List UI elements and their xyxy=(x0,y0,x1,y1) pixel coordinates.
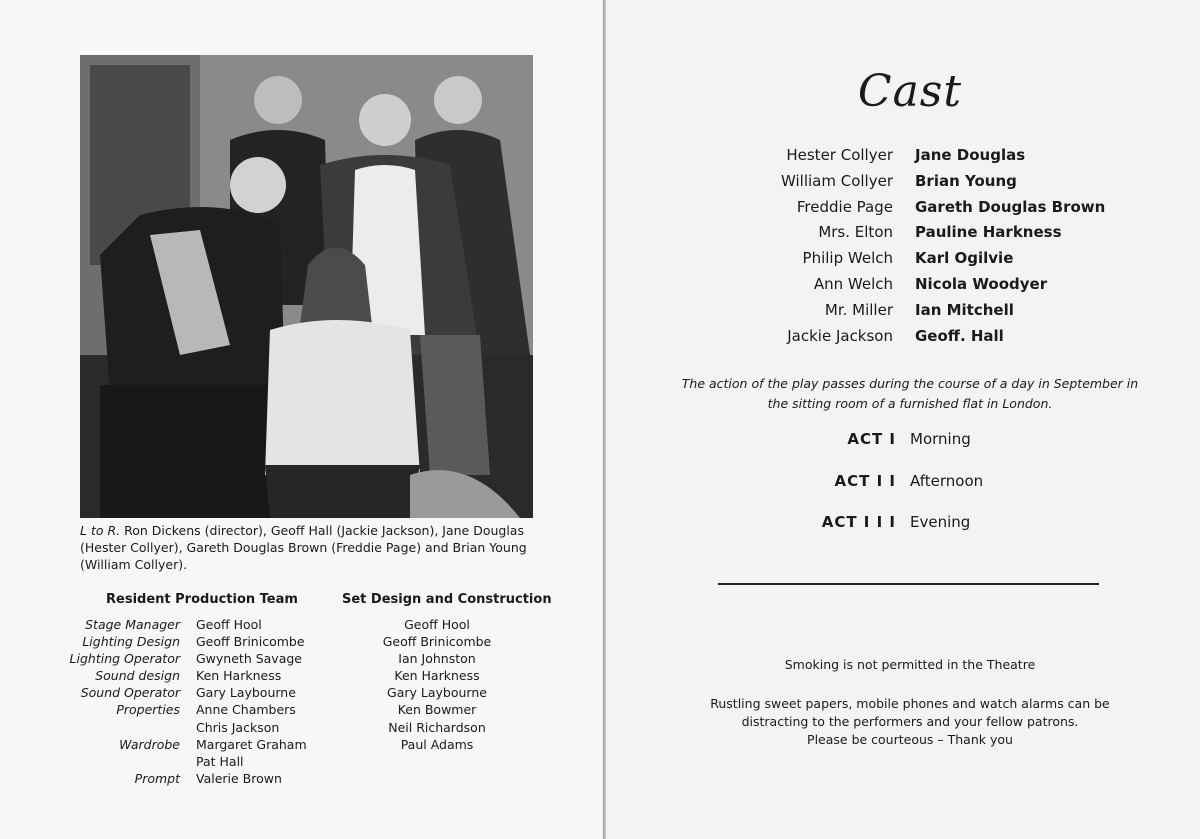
team-role: Prompt xyxy=(134,770,180,786)
set-design-name: Gary Laybourne xyxy=(387,685,487,701)
team-role: Sound design xyxy=(95,668,180,684)
photo-caption xyxy=(80,522,550,573)
set-design-name: Neil Richardson xyxy=(388,719,486,735)
courtesy-notice xyxy=(660,695,1160,749)
cast-actor: Gareth Douglas Brown xyxy=(915,197,1106,216)
cast-role: William Collyer xyxy=(780,171,893,190)
cast-actor: Geoff. Hall xyxy=(915,326,1004,345)
set-design-name: Ken Bowmer xyxy=(397,702,477,718)
production-team-title: Resident Production Team xyxy=(106,592,298,607)
team-role: Lighting Operator xyxy=(69,651,180,667)
cast-actor: Nicola Woodyer xyxy=(915,274,1048,293)
setting-note xyxy=(670,374,1150,414)
team-name: Chris Jackson xyxy=(196,719,280,735)
act-time: Evening xyxy=(910,513,971,531)
team-name: Valerie Brown xyxy=(196,770,282,786)
cast-actor: Pauline Harkness xyxy=(915,223,1062,242)
act-name: ACT I I xyxy=(834,472,896,490)
set-design-name: Ian Johnston xyxy=(398,651,476,667)
team-name: Geoff Brinicombe xyxy=(196,634,305,650)
cast-photo xyxy=(80,55,533,518)
cast-heading: Cast xyxy=(857,66,963,117)
team-role: Wardrobe xyxy=(119,736,180,752)
cast-actor: Ian Mitchell xyxy=(915,300,1014,319)
set-design-title: Set Design and Construction xyxy=(342,592,552,607)
caption-prefix: L to R. xyxy=(80,523,121,538)
production-roles xyxy=(40,616,180,787)
team-name: Gary Laybourne xyxy=(196,685,296,701)
team-name: Geoff Hool xyxy=(196,617,262,632)
team-name: Anne Chambers xyxy=(196,702,296,718)
team-role: Lighting Design xyxy=(82,634,180,650)
caption-text: Ron Dickens (director), Geoff Hall (Jackie Jackson), Jane Douglas (Hester Collyer), Gareth Douglas Brown (Freddie Page) and Brian Young (William Collyer). xyxy=(80,523,527,572)
cast-actors xyxy=(915,143,1165,349)
smoking-notice: Smoking is not permitted in the Theatre xyxy=(784,657,1036,672)
team-name: Margaret Graham xyxy=(196,736,307,752)
cast-actor: Jane Douglas xyxy=(915,146,1026,164)
setting-line: the sitting room of a furnished flat in London. xyxy=(767,396,1053,411)
cast-actor: Brian Young xyxy=(915,171,1017,190)
team-name: Ken Harkness xyxy=(196,668,282,684)
cast-role: Mrs. Elton xyxy=(818,223,893,242)
act-time: Afternoon xyxy=(910,472,984,490)
cast-actor: Karl Ogilvie xyxy=(915,249,1014,268)
production-names xyxy=(196,616,346,787)
act-name: ACT I I I xyxy=(821,513,896,531)
set-design-name: Geoff Brinicombe xyxy=(382,634,492,650)
courtesy-line: distracting to the performers and your fellow patrons. xyxy=(741,714,1079,729)
cast-role: Philip Welch xyxy=(802,249,893,268)
team-name: Gwyneth Savage xyxy=(196,651,302,667)
cast-role: Hester Collyer xyxy=(786,146,893,164)
set-design-name: Paul Adams xyxy=(400,736,474,752)
cast-roles xyxy=(700,143,893,349)
set-design-names xyxy=(340,616,534,753)
cast-role: Jackie Jackson xyxy=(787,326,893,345)
cast-role: Ann Welch xyxy=(813,274,893,293)
team-role: Sound Operator xyxy=(80,685,180,701)
team-role: Stage Manager xyxy=(85,617,180,632)
divider-rule xyxy=(718,583,1099,585)
courtesy-line: Please be courteous – Thank you xyxy=(807,732,1013,747)
team-role: Properties xyxy=(116,702,180,718)
team-name: Pat Hall xyxy=(196,753,244,769)
set-design-name: Geoff Hool xyxy=(404,617,470,632)
courtesy-line: Rustling sweet papers, mobile phones and watch alarms can be xyxy=(710,696,1110,711)
act-time: Morning xyxy=(910,430,971,448)
set-design-name: Ken Harkness xyxy=(394,668,480,684)
team-role xyxy=(40,719,180,736)
cast-role: Mr. Miller xyxy=(824,300,893,319)
team-role xyxy=(40,753,180,770)
act-name: ACT I xyxy=(847,430,896,448)
setting-line: The action of the play passes during the course of a day in September in xyxy=(681,376,1139,391)
cast-role: Freddie Page xyxy=(796,197,893,216)
